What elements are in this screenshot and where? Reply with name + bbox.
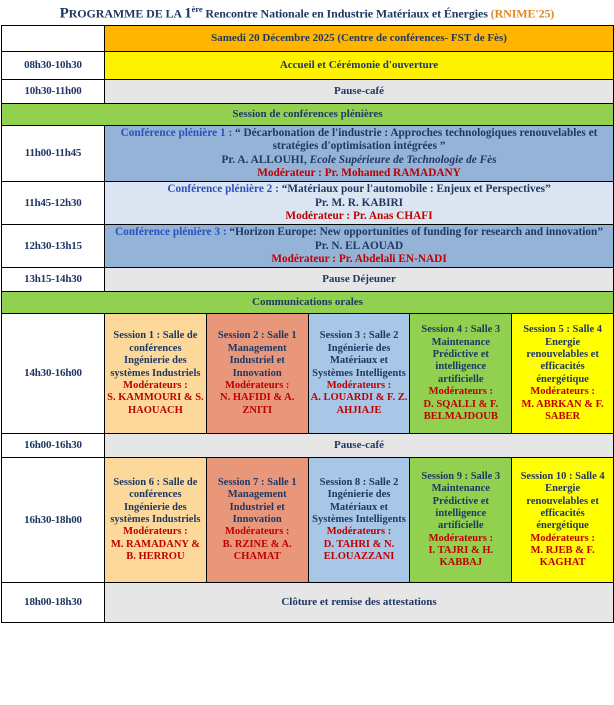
session-1-head: Session 1 : Salle de conférences xyxy=(113,330,198,354)
session-1-theme: Ingénierie des systèmes Industriels xyxy=(110,355,201,379)
session-6-theme: Ingénierie des systèmes Industriels xyxy=(110,501,201,526)
session-cell-1[interactable] xyxy=(105,314,207,434)
session-4-moderators: D. SQALLI & F. BELMAJDOUB xyxy=(423,398,499,422)
session-8-moderators: D. TAHRI & N. ELOUAZZANI xyxy=(323,538,395,563)
session-9-moderator-label: Modérateurs : xyxy=(428,532,493,544)
session-5-moderator-label: Modérateurs : xyxy=(530,386,595,398)
session-1-moderator-label: Modérateurs : xyxy=(123,379,188,391)
title-ordinal-suffix: ère xyxy=(191,4,203,15)
table-row-plenary-band xyxy=(2,104,614,126)
session-cell-3[interactable] xyxy=(308,314,410,434)
time-plenary-1: 11h00-11h45 xyxy=(2,126,105,182)
plenary-3-cell xyxy=(105,225,614,268)
page-title-text xyxy=(60,4,555,23)
time-plenary-3: 12h30-13h15 xyxy=(2,225,105,268)
session-10-head: Session 10 : Salle 4 xyxy=(520,470,605,482)
plenary-1-speaker: Pr. A. ALLOUHI, xyxy=(221,153,307,166)
plenary-1-moderator: Modérateur : Pr. Mohamed RAMADANY xyxy=(257,166,461,179)
session-10-theme: Energie renouvelables et efficacités énergétique xyxy=(526,483,599,532)
session-5-head: Session 5 : Salle 4 xyxy=(523,324,602,336)
title-rest: Rencontre Nationale en Industrie Matériaux et Énergies xyxy=(202,6,491,21)
plenary-1-affiliation: Ecole Supérieure de Technologie de Fès xyxy=(306,153,497,166)
title-acronym: (RNIME'25) xyxy=(490,6,555,21)
closing-cell: Clôture et remise des attestations xyxy=(105,583,614,623)
plenary-2-speaker: Pr. M. R. KABIRI xyxy=(314,196,404,209)
time-afternoon-1: 14h30-16h00 xyxy=(2,314,105,434)
time-welcome: 08h30-10h30 xyxy=(2,52,105,80)
time-break2: 16h00-16h30 xyxy=(2,434,105,458)
table-row-break1 xyxy=(2,80,614,104)
plenary-2-moderator: Modérateur : Pr. Anas CHAFI xyxy=(285,209,433,222)
session-9-theme: Maintenance Prédictive et intelligence artificielle xyxy=(431,483,490,532)
plenary-1-label: Conférence plénière 1 : xyxy=(120,127,236,139)
session-2-head: Session 2 : Salle 1 xyxy=(217,330,297,342)
session-5-theme: Energie renouvelables et efficacités énergétique xyxy=(526,336,599,385)
plenary-3-speaker: Pr. N. EL AOUAD xyxy=(314,239,404,252)
session-7-theme: Management Industriel et Innovation xyxy=(227,489,287,526)
session-8-moderator-label: Modérateurs : xyxy=(326,526,392,538)
table-row-break2 xyxy=(2,434,614,458)
plenary-3-topic: “Horizon Europe: New opportunities of funding for research and innovation” xyxy=(229,226,603,239)
page-title xyxy=(0,0,614,25)
table-row-afternoon-2 xyxy=(2,458,614,583)
session-4-moderator-label: Modérateurs : xyxy=(428,386,493,398)
table-row-day-header xyxy=(2,26,614,52)
time-closing: 18h00-18h30 xyxy=(2,583,105,623)
lunch-cell: Pause Déjeuner xyxy=(105,268,614,292)
time-break1: 10h30-11h00 xyxy=(2,80,105,104)
plenary-2-speaker-line xyxy=(107,197,611,210)
session-cell-8[interactable] xyxy=(308,458,410,583)
day-header-cell: Samedi 20 Décembre 2025 (Centre de conférences- FST de Fès) xyxy=(105,26,614,52)
session-cell-5[interactable] xyxy=(512,314,614,434)
plenary-2-cell xyxy=(105,182,614,225)
session-cell-10[interactable] xyxy=(512,458,614,583)
table-row-oral-band xyxy=(2,292,614,314)
plenary-3-title xyxy=(107,226,611,239)
session-3-moderators: A. LOUARDI & F. Z. AHJIAJE xyxy=(310,392,408,416)
session-7-moderators: B. RZINE & A. CHAMAT xyxy=(222,538,292,563)
break2-cell: Pause-café xyxy=(105,434,614,458)
plenary-2-topic: “Matériaux pour l'automobile : Enjeux et Perspectives” xyxy=(281,183,551,196)
session-2-moderator-label: Modérateurs : xyxy=(224,379,290,391)
session-4-head: Session 4 : Salle 3 xyxy=(421,324,501,336)
program-table xyxy=(1,25,614,623)
table-row-closing xyxy=(2,583,614,623)
session-6-moderators: M. RAMADANY & B. HERROU xyxy=(110,538,200,563)
session-9-moderators: I. TAJRI & H. KABBAJ xyxy=(428,545,494,569)
table-row-plenary-3 xyxy=(2,225,614,268)
time-afternoon-2: 16h30-18h00 xyxy=(2,458,105,583)
session-cell-4[interactable] xyxy=(410,314,512,434)
time-lunch: 13h15-14h30 xyxy=(2,268,105,292)
oral-section-header: Communications orales xyxy=(2,292,614,314)
welcome-cell: Accueil et Cérémonie d'ouverture xyxy=(105,52,614,80)
plenary-2-title xyxy=(107,183,611,196)
session-6-moderator-label: Modérateurs : xyxy=(123,526,188,538)
break1-cell: Pause-café xyxy=(105,80,614,104)
session-cell-2[interactable] xyxy=(206,314,308,434)
plenary-2-label: Conférence plénière 2 : xyxy=(167,183,282,196)
session-9-head: Session 9 : Salle 3 xyxy=(421,470,501,482)
session-cell-9[interactable] xyxy=(410,458,512,583)
table-row-afternoon-1 xyxy=(2,314,614,434)
plenary-section-header: Session de conférences plénières xyxy=(2,104,614,126)
session-1-moderators: S. KAMMOURI & S. HAOUACH xyxy=(107,392,204,416)
table-row-lunch xyxy=(2,268,614,292)
plenary-1-speaker-line xyxy=(107,154,611,167)
session-2-moderators: N. HAFIDI & A. ZNITI xyxy=(220,392,295,416)
session-3-theme: Ingénierie des Matériaux et Systèmes Intelligents xyxy=(312,342,406,379)
session-cell-6[interactable] xyxy=(105,458,207,583)
plenary-1-cell xyxy=(105,126,614,182)
empty-corner-cell xyxy=(2,26,105,52)
session-3-moderator-label: Modérateurs : xyxy=(326,379,392,391)
plenary-1-title xyxy=(107,127,611,154)
plenary-3-label: Conférence plénière 3 : xyxy=(115,226,230,239)
session-4-theme: Maintenance Prédictive et intelligence artificielle xyxy=(431,336,490,385)
session-2-theme: Management Industriel et Innovation xyxy=(227,342,287,379)
table-row-welcome xyxy=(2,52,614,80)
plenary-3-moderator: Modérateur : Pr. Abdelali EN-NADI xyxy=(271,252,447,265)
session-6-head: Session 6 : Salle de conférences xyxy=(113,476,198,501)
table-row-plenary-2 xyxy=(2,182,614,225)
session-5-moderators: M. ABRKAN & F. SABER xyxy=(521,398,604,422)
time-plenary-2: 11h45-12h30 xyxy=(2,182,105,225)
table-row-plenary-1 xyxy=(2,126,614,182)
session-10-moderator-label: Modérateurs : xyxy=(530,532,595,544)
session-8-head: Session 8 : Salle 2 xyxy=(319,476,399,488)
session-cell-7[interactable] xyxy=(206,458,308,583)
session-7-head: Session 7 : Salle 1 xyxy=(217,476,297,488)
plenary-3-speaker-line xyxy=(107,240,611,253)
plenary-1-topic: “ Décarbonation de l'industrie : Approches technologiques renouvelables et stratégies d'optimisation intégrées ” xyxy=(235,127,598,153)
title-lead-rest: ROGRAMME DE LA xyxy=(68,6,185,21)
session-8-theme: Ingénierie des Matériaux et Systèmes Intelligents xyxy=(312,489,406,526)
session-7-moderator-label: Modérateurs : xyxy=(224,526,290,538)
session-3-head: Session 3 : Salle 2 xyxy=(319,330,399,342)
title-lead: P xyxy=(59,5,69,22)
session-10-moderators: M. RJEB & F. KAGHAT xyxy=(530,545,595,569)
title-ordinal: 1 xyxy=(184,5,192,22)
